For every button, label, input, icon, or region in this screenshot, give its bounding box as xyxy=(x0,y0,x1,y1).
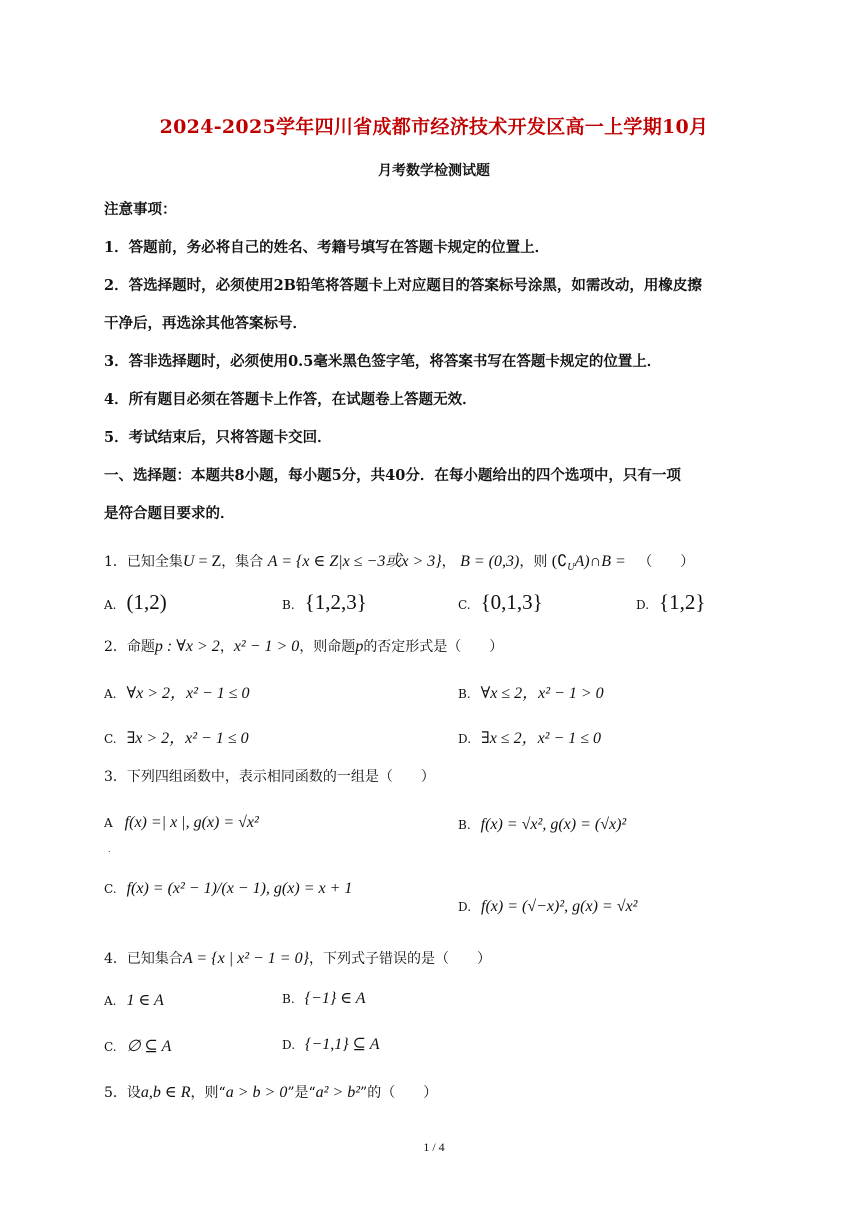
q1-expr: A)∩B = xyxy=(574,553,626,570)
q1-option-b: B. {1,2,3} xyxy=(282,590,367,614)
q3-option-d: D. f(x) = (√−x)², g(x) = √x² xyxy=(458,898,638,915)
stray-dot: . xyxy=(108,845,111,854)
notice-item: 2．答选择题时，必须使用2B铅笔将答题卡上对应题目的答案标号涂黑，如需改动，用橡皮擦 xyxy=(104,277,702,294)
question-3: 3．下列四组函数中，表示相同函数的一组是（ ） xyxy=(104,769,435,785)
page-title: 2024-2025学年四川省成都市经济技术开发区高一上学期10月 xyxy=(159,116,709,138)
section-heading: 一、选择题：本题共8小题，每小题5分，共40分．在每小题给出的四个选项中，只有一项 xyxy=(104,467,681,484)
q1-expr: (∁ xyxy=(551,553,568,570)
q1-set-a: A = {x ∈ Z|x ≤ −3或x > 3} xyxy=(267,553,442,570)
q1-set-b: B = (0,3) xyxy=(460,553,520,570)
q1-text: ，集合 xyxy=(221,554,264,570)
q1-option-d: D. {1,2} xyxy=(636,590,706,614)
notice-heading: 注意事项： xyxy=(104,201,177,218)
question-5: 5．设a,b ∈ R，则“a > b > 0”是“a² > b²”的（ ） xyxy=(104,1084,438,1101)
notice-item: 1．答题前，务必将自己的姓名、考籍号填写在答题卡规定的位置上． xyxy=(104,239,550,256)
page-subtitle: 月考数学检测试题 xyxy=(378,163,490,179)
page-number: 1 / 4 xyxy=(423,1140,445,1154)
question-2: 2．命题p : ∀x > 2，x² − 1 > 0，则命题p的否定形式是（ ） xyxy=(104,638,504,655)
answer-paren: （ ） xyxy=(638,554,695,570)
q3-option-b: B. f(x) = √x², g(x) = (√x)² xyxy=(458,816,627,833)
q2-option-d: D. ∃x ≤ 2，x² − 1 ≤ 0 xyxy=(458,730,602,747)
q1-expr-sub: U xyxy=(567,561,575,573)
q4-option-c: C. ∅ ⊆ A xyxy=(104,1038,172,1055)
q1-text: ， xyxy=(441,554,456,570)
q4-option-d: D. {−1,1} ⊆ A xyxy=(282,1036,380,1053)
notice-item: 4．所有题目必须在答题卡上作答，在试题卷上答题无效． xyxy=(104,391,477,408)
question-4: 4．已知集合A = {x | x² − 1 = 0}，下列式子错误的是（ ） xyxy=(104,950,491,967)
q4-option-b: B. {−1} ∈ A xyxy=(282,990,366,1007)
notice-item: 3．答非选择题时，必须使用0.5毫米黑色签字笔，将答案书写在答题卡规定的位置上． xyxy=(104,353,662,370)
q3-option-a: A f(x) =| x |, g(x) = √x² xyxy=(104,814,259,831)
q2-option-a: A. ∀x > 2，x² − 1 ≤ 0 xyxy=(104,685,250,702)
notice-item: 干净后，再选涂其他答案标号． xyxy=(104,315,307,332)
q4-option-a: A. 1 ∈ A xyxy=(104,992,164,1009)
q1-math: U xyxy=(182,553,195,570)
notice-item: 5．考试结束后，只将答题卡交回． xyxy=(104,429,332,446)
q3-option-c: C. f(x) = (x² − 1)/(x − 1), g(x) = x + 1 xyxy=(104,880,353,897)
q1-math: = Z xyxy=(194,553,222,570)
question-1 xyxy=(104,548,694,573)
q1-text: ，则 xyxy=(519,554,548,570)
q2-option-b: B. ∀x ≤ 2，x² − 1 > 0 xyxy=(458,685,604,702)
q2-option-c: C. ∃x > 2，x² − 1 ≤ 0 xyxy=(104,730,249,747)
q1-option-a: A. (1,2) xyxy=(104,590,167,614)
q1-option-c: C. {0,1,3} xyxy=(458,590,543,614)
section-heading-cont: 是符合题目要求的． xyxy=(104,505,235,522)
q1-text: 1．已知全集 xyxy=(104,554,183,570)
